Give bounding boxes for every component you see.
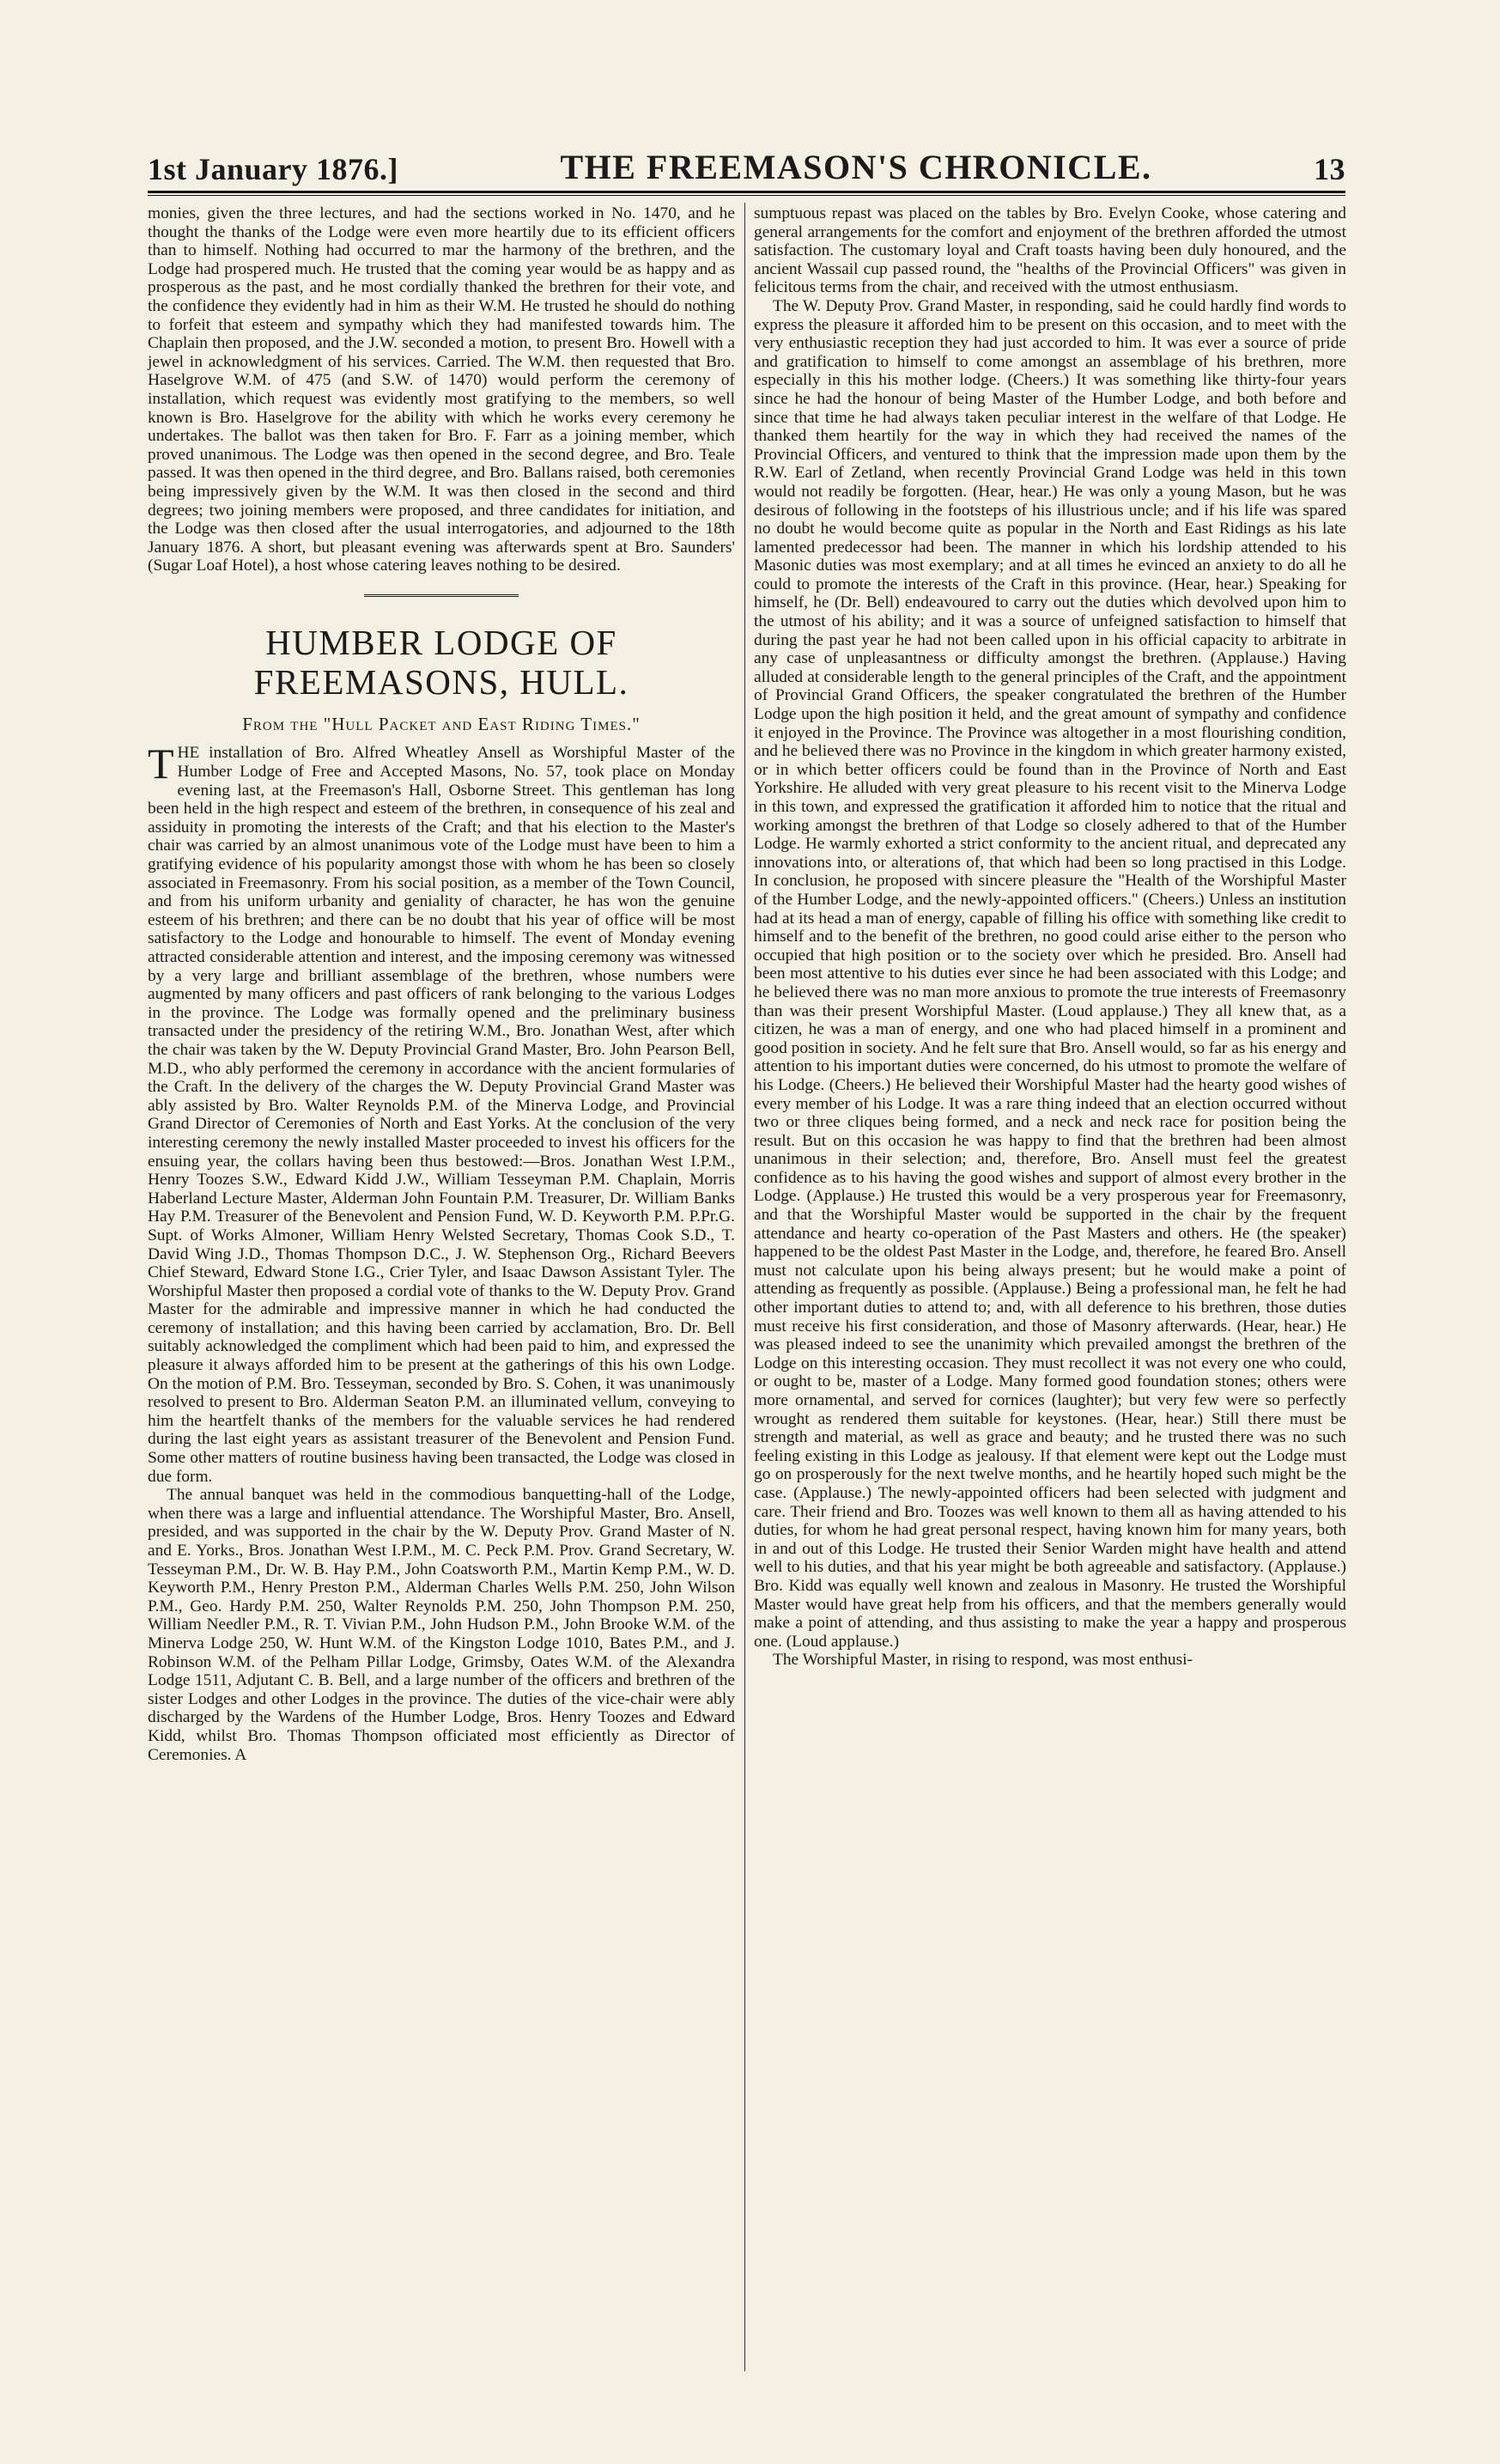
article-paragraph: sumptuous repast was placed on the tables by Bro. Evelyn Cooke, whose catering and general arrangements for the comfort and enjoyment of the brethren afforded the utmost satisfaction. The customary loyal and Craft toasts having been duly honoured, and the ancient Wassail cup passed round, the "healths of the Provincial Officers" was given in felicitous terms from the chair, and received with the utmost enthusiasm. [754, 204, 1346, 297]
publication-title: THE FREEMASON'S CHRONICLE. [560, 148, 1152, 186]
article-paragraph: The W. Deputy Prov. Grand Master, in responding, said he could hardly find words to express the pleasure it afforded him to be present on this occasion, and to meet with the very enthusiastic reception they had just accorded to him. It was ever a source of pride and gratification to himself to come amongst an assemblage of his brethren, more especially in this his mother lodge. (Cheers.) It was something like thirty-four years since he had the honour of being Master of the Humber Lodge, and both before and since that time he had always taken peculiar interest in the welfare of that Lodge. He thanked them heartily for the way in which they had received the names of the Provincial Officers, and ventured to think that the impression made upon them by the R.W. Earl of Zetland, when recently Provincial Grand Lodge was held in this town would not readily be forgotten. (Hear, hear.) He was only a young Mason, but he was desirous of following in the footsteps of his illustrious uncle; and if his life was spared no doubt he would become quite as popular in the North and East Ridings as his late lamented predecessor had been. The manner in which his lordship attended to his Masonic duties was most exemplary; and at all times he evinced an anxiety to do all he could to promote the interests of the Craft in this province. (Hear, hear.) Speaking for himself, he (Dr. Bell) endeavoured to carry out the duties which devolved upon him to the utmost of his ability; and it was a source of unfeigned satisfaction to himself that during the past year he had not been called upon in his official capacity to arbitrate in any case of unpleasantness or difficulty amongst the brethren. (Applause.) Having alluded at considerable length to the general principles of the Craft, and the appointment of Provincial Grand Officers, the speaker congratulated the brethren of the Humber Lodge upon the high position it held, and the great amount of sympathy and confidence it enjoyed in the Province. The Province was altogether in a most flourishing condition, and he believed there was no Province in the kingdom in which greater harmony existed, or in which better officers could be found than in the Province of North and East Yorkshire. He alluded with very great pleasure to his recent visit to the Minerva Lodge in this town, and expressed the gratification it afforded him to notice that the ritual and working amongst the brethren of that Lodge so closely adhered to that of the Humber Lodge. He warmly exhorted a strict conformity to the ancient ritual, and deprecated any innovations into, or alterations of, that which had been so long practised in this Lodge. In conclusion, he proposed with sincere pleasure the "Health of the Worshipful Master of the Humber Lodge, and the newly-appointed officers." (Cheers.) Unless an institution had at its head a man of energy, capable of filling his office with something like credit to himself and to the benefit of the brethren, no good could arise either to the person who occupied that high position or to the society over which he presided. Bro. Ansell had been most attentive to his duties ever since he had been associated with this Lodge; and he believed there was no man more anxious to promote the true interests of Freemasonry than was their present Worshipful Master. (Loud applause.) They all knew that, as a citizen, he was a man of energy, and one who had placed himself in a prominent and good position in society. And he felt sure that Bro. Ansell would, so far as his energy and attention to his important duties were concerned, do his utmost to promote the welfare of his Lodge. (Cheers.) He believed their Worshipful Master had the hearty good wishes of every member of his Lodge. It was a rare thing indeed that an election occurred without two or three cliques being formed, and a neck and neck race for position being the result. But on this occasion he was happy to find that the brethren had been almost unanimous in their selection; and, therefore, Bro. Ansell must feel the greatest confidence as to his having the good wishes and support of almost every brother in the Lodge. (Applause.) He trusted this would be a very prosperous year for Freemasonry, and that the Worshipful Master would be supported in the chair by the frequent attendance and hearty co-operation of the Past Masters and others. He (the speaker) happened to be the oldest Past Master in the Lodge, and, therefore, he feared Bro. Ansell must not calculate upon his being always present; but he would make a point of attending as frequently as possible. (Applause.) Being a professional man, he felt he had other important duties to attend to; and, with all deference to his brethren, those duties must receive his first consideration, and those of Masonry afterwards. (Hear, hear.) He was pleased indeed to see the unanimity which prevailed amongst the brethren of the Lodge on this interesting occasion. They must recollect it was not every one who could, or ought to be, master of a Lodge. Many formed good foundation stones; others were more ornamental, and served for cornices (laughter); but very few were so perfectly wrought as rendered them suitable for keystones. (Hear, hear.) Still there must be strength and material, as well as grace and beauty; and he trusted there was no such feeling existing in this Lodge as jealousy. If that element were kept out the Lodge must go on prosperously for the next twelve months, and he heartily hoped such might be the case. (Applause.) The newly-appointed officers had been selected with judgment and care. Their friend and Bro. Toozes was well known to them all as having attended to his duties, for whom he had great personal respect, having known him for many years, both in and out of this Lodge. He trusted their Senior Warden might have health and attend well to his duties, and that his year might be both agreeable and satisfactory. (Applause.) Bro. Kidd was equally well known and zealous in Masonry. He trusted the Worshipful Master would have great help from his officers, and that the members generally would make a point of attending, and thus assisting to make the year a happy and prosperous one. (Loud applause.) [754, 296, 1346, 1651]
drop-cap: T [148, 739, 174, 788]
article-paragraph: The Worshipful Master, in rising to respond, was most enthusi- [773, 1651, 1193, 1670]
masthead-rule-thin [148, 195, 1345, 196]
left-column [148, 204, 735, 1764]
article-source: From the "Hull Packet and East Riding Times." [242, 713, 641, 734]
issue-date: 1st January 1876.] [148, 152, 399, 186]
article-paragraph-text: HE installation of Bro. Alfred Wheatley Ansell as Worshipful Master of the Humber Lodge of Free and Accepted Masons, No. 57, took place on Monday evening last, at the Freemason's Hall, Osborne Street. This gentleman has long been held in the high respect and esteem of the brethren, in consequence of his zeal and assiduity in promoting the interests of the Craft; and that his election to the Master's chair was carried by an almost unanimous vote of the Lodge must have been to him a gratifying evidence of his popularity amongst those with whom he has been so closely associated in Freemasonry. From his social position, as a member of the Town Council, and from his uniform urbanity and geniality of character, he has won the genuine esteem of his brethren; and there can be no doubt that his year of office will be most satisfactory to the Lodge and honourable to himself. The event of Monday evening attracted considerable attention and interest, and the imposing ceremony was witnessed by a very large and brilliant assemblage of the brethren, whose numbers were augmented by many officers and past officers of rank belonging to the various Lodges in the province. The Lodge was formally opened and the preliminary business transacted under the presidency of the retiring W.M., Bro. Jonathan West, after which the chair was taken by the W. Deputy Provincial Grand Master, Bro. John Pearson Bell, M.D., who ably performed the ceremony in accordance with the ancient formularies of the Craft. In the delivery of the charges the W. Deputy Provincial Grand Master was ably assisted by Bro. Walter Reynolds P.M. of the Minerva Lodge, and Provincial Grand Director of Ceremonies of North and East Yorks. At the conclusion of the very interesting ceremony the newly installed Master proceeded to invest his officers for the ensuing year, the collars having been thus bestowed:—Bros. Jonathan West I.P.M., Henry Toozes S.W., Edward Kidd J.W., William Tesseyman P.M. Chaplain, Morris Haberland Lecture Master, Alderman John Fountain P.M. Treasurer, Dr. William Banks Hay P.M. Treasurer of the Benevolent and Pension Fund, W. D. Keyworth P.M. P.Pr.G. Supt. of Works Almoner, William Henry Welsted Secretary, Thomas Cook S.D., T. David Wing J.D., Thomas Thompson D.C., J. W. Stephenson Org., Richard Beevers Chief Steward, Edward Stone I.G., Crier Tyler, and Isaac Dawson Assistant Tyler. The Worshipful Master then proposed a cordial vote of thanks to the W. Deputy Prov. Grand Master for the admirable and impressive manner in which he had conducted the ceremony of installation; and this having been carried by acclamation, Bro. Dr. Bell suitably acknowledged the compliment which had been paid to him, and expressed the pleasure it always afforded him to be present at the gatherings of this his own Lodge. On the motion of P.M. Bro. Tesseyman, seconded by Bro. S. Cohen, it was unanimously resolved to present to Bro. Alderman Seaton P.M. an illuminated vellum, conveying to him the heartfelt thanks of the members for the valuable services he had rendered during the last eight years as assistant treasurer of the Benevolent and Pension Fund. Some other matters of routine business having been transacted, the Lodge was closed in due form. [148, 744, 735, 1486]
section-separator [364, 594, 519, 599]
masthead [148, 136, 1345, 187]
masthead-rule [148, 191, 1345, 193]
article-paragraph [148, 739, 735, 1486]
column-divider [744, 203, 745, 2371]
page-number: 13 [1314, 152, 1345, 186]
continued-paragraph: monies, given the three lectures, and had the sections worked in No. 1470, and he thought the thanks of the Lodge were even more heartily due to its efficient officers than to himself. Nothing had occurred to mar the harmony of the brethren, and the Lodge had prospered much. He trusted that the coming year would be as happy and as prosperous as the past, and he most cordially thanked the brethren for their vote, and the confidence they evidently had in him as their W.M. He trusted he should do nothing to forfeit that esteem and sympathy which they had manifested towards him. The Chaplain then proposed, and the J.W. seconded a motion, to present Bro. Howell with a jewel in acknowledgment of his services. Carried. The W.M. then requested that Bro. Haselgrove W.M. of 475 (and S.W. of 1470) would perform the ceremony of installation, which request was evidently most gratifying to the members, so well known is Bro. Haselgrove for the ability with which he works every ceremony he undertakes. The ballot was then taken for Bro. F. Farr as a joining member, which proved unanimous. The Lodge was then opened in the second degree, and Bro. Teale passed. It was then opened in the third degree, and Bro. Ballans raised, both ceremonies being impressively given by the W.M. It was then closed in the second and third degrees; two joining members were proposed, and three candidates for initiation, and the Lodge was then closed after the usual interrogatories, and adjourned to the 18th January 1876. A short, but pleasant evening was afterwards spent at Bro. Saunders' (Sugar Loaf Hotel), a host whose catering leaves nothing to be desired. [148, 204, 735, 575]
article-headline: HUMBER LODGE OF FREEMASONS, HULL. [253, 622, 629, 702]
right-column [754, 204, 1346, 1670]
article-paragraph: The annual banquet was held in the commodious banquetting-hall of the Lodge, when there was a large and influential attendance. The Worshipful Master, Bro. Ansell, presided, and was supported in the chair by the W. Deputy Prov. Grand Master of N. and E. Yorks., Bros. Jonathan West I.P.M., M. C. Peck P.M. Prov. Grand Secretary, W. Tesseyman P.M., Dr. W. B. Hay P.M., John Coatsworth P.M., Martin Kemp P.M., W. D. Keyworth P.M., Henry Preston P.M., Alderman Charles Wells P.M. 250, John Wilson P.M., Geo. Hardy P.M. 250, Walter Reynolds P.M. 250, John Thompson P.M. 250, William Needler P.M., R. T. Vivian P.M., John Hudson P.M., John Brooke W.M. of the Minerva Lodge 250, W. Hunt W.M. of the Kingston Lodge 1010, Bates P.M., and J. Robinson W.M. of the Pelham Pillar Lodge, Grimsby, Oates W.M. of the Alexandra Lodge 1511, Adjutant C. B. Bell, and a large number of the officers and brethren of the sister Lodges and other Lodges in the province. The duties of the vice-chair were ably discharged by the Wardens of the Humber Lodge, Bros. Henry Toozes and Edward Kidd, whilst Bro. Thomas Thompson officiated most efficiently as Director of Ceremonies. A [148, 1486, 735, 1764]
